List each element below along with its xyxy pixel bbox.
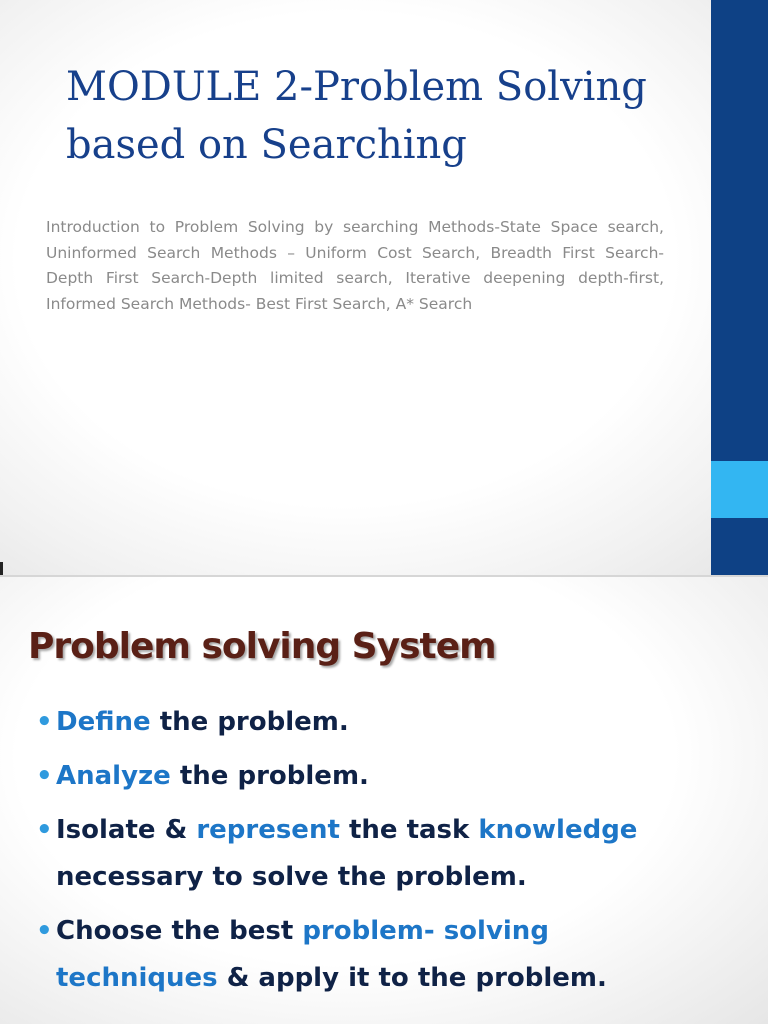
bullet-item-isolate xyxy=(36,807,676,901)
bullet-dot: • xyxy=(36,707,53,737)
bullet-dot: • xyxy=(36,916,53,946)
bullet-keyword: Analyze xyxy=(56,761,171,791)
slide-2-heading: Problem solving System xyxy=(28,626,496,667)
bullet-text: the problem. xyxy=(170,761,369,791)
slide-sidebar-accent xyxy=(711,461,768,518)
bullet-text: the problem. xyxy=(150,707,349,737)
bullet-text: Choose the best xyxy=(56,916,303,946)
bullet-text: & apply it to the problem. xyxy=(217,963,607,993)
bullet-text: necessary to solve the problem. xyxy=(56,862,527,892)
bullet-dot: • xyxy=(36,815,53,845)
slide-1-subtitle: Introduction to Problem Solving by searching Methods-State Space search, Uninformed Search Methods – Uniform Cost Search, Breadth First Search- Depth First Search-Depth limited search, Iterative deepening depth-first, Informed Search Methods- Best First Search, A* Search xyxy=(46,218,664,313)
bullet-item-choose xyxy=(36,908,676,1002)
bullet-dot: • xyxy=(36,761,53,791)
bullet-keyword: knowledge xyxy=(478,815,638,845)
bullet-text: Isolate & xyxy=(56,815,197,845)
bullet-list xyxy=(36,699,676,1009)
bullet-item-analyze xyxy=(36,753,676,800)
slide-corner-mark xyxy=(0,562,3,576)
slide-1-title: MODULE 2-Problem Solving based on Searching xyxy=(66,64,647,168)
bullet-text: the task xyxy=(339,815,479,845)
bullet-keyword: Define xyxy=(56,707,151,737)
bullet-item-define xyxy=(36,699,676,746)
bullet-keyword: represent xyxy=(196,815,340,845)
bullet-keyword: problem- solving techniques xyxy=(56,916,549,993)
